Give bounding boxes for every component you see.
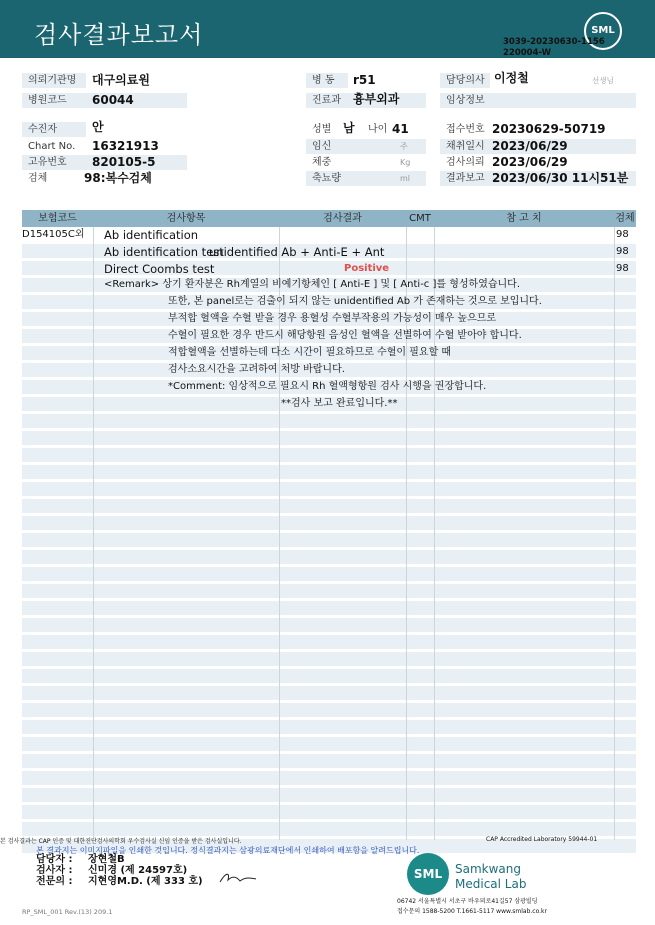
unique-no-label: 고유번호 — [22, 155, 187, 170]
row-test-result: unidentified Ab + Anti-E + Ant — [209, 245, 385, 259]
staff-name-manager: 장현철B — [88, 854, 125, 865]
table-row-band — [22, 499, 636, 513]
doctor: 이정철 — [494, 71, 529, 85]
sex: 남 — [343, 121, 355, 135]
header-reference: 참 고 치 — [506, 213, 542, 224]
specimen-label: 검체 — [28, 173, 48, 184]
doctor-suffix: 선생님 — [592, 76, 614, 85]
remark-line: 적합혈액을 선별하는데 다소 시간이 필요하므로 수혈이 필요할 때 — [168, 347, 452, 358]
column-divider — [614, 227, 615, 840]
document-code: RP_SML_001 Rev.(13) 209.1 — [22, 908, 113, 916]
table-row-band — [22, 516, 636, 530]
table-row-band — [22, 703, 636, 717]
lab-address: 06742 서울특별시 서초구 바우뫼로41길57 삼광빌딩 — [397, 898, 538, 905]
staff-role-manager: 담당자 : — [36, 854, 73, 865]
hospital-code: 60044 — [92, 93, 134, 107]
header-insurance-code: 보험코드 — [38, 213, 77, 224]
table-row-band — [22, 737, 636, 751]
header-test-result: 검사결과 — [323, 213, 362, 224]
remark-line: 검사소요시간을 고려하여 처방 바랍니다. — [168, 364, 345, 375]
patient-name: 안 — [92, 120, 104, 134]
table-row-band — [22, 431, 636, 445]
table-row-band — [22, 771, 636, 785]
receipt-no-label: 접수번호 — [446, 124, 485, 135]
row-specimen: 98 — [616, 263, 629, 274]
table-row-band — [22, 754, 636, 768]
chart-no: 16321913 — [92, 139, 159, 153]
table-row-band — [22, 720, 636, 734]
sml-lab-logo-icon: SML — [407, 853, 449, 895]
remark-line: <Remark> 상기 환자분은 Rh계열의 비예기항체인 [ Anti-E ] 및 [ Anti-c ]를 형성하였습니다. — [104, 279, 521, 290]
table-row-band — [22, 652, 636, 666]
reported-date: 2023/06/30 11시51분 — [492, 171, 629, 185]
lab-name-line1: Samkwang — [455, 862, 521, 876]
print-notice: 본 결과지는 이미지파일을 인쇄한 것입니다. 정식결과지는 삼광의료재단에서 인쇄하여 배포함을 알려드립니다. — [36, 846, 420, 855]
ward: r51 — [353, 73, 376, 87]
table-row-band — [22, 601, 636, 615]
staff-role-tester: 검사자 : — [36, 865, 73, 876]
table-row-band — [22, 686, 636, 700]
row-specimen: 98 — [616, 229, 629, 240]
row-test-result-positive: Positive — [344, 263, 390, 274]
table-row-band — [22, 788, 636, 802]
requesting-org: 대구의료원 — [92, 73, 150, 87]
lab-contact: 접수문의 1588-5200 T.1661-5117 www.smlab.co.kr — [397, 908, 547, 915]
weight-unit: Kg — [400, 158, 411, 167]
clinical-info-label: 임상정보 — [440, 93, 636, 108]
document-id-line1: 3039-20230630-1156 — [503, 37, 605, 47]
row-specimen: 98 — [616, 246, 629, 257]
row-insurance-code: D154105C외 — [22, 229, 85, 240]
row-test-item: Ab identification test — [104, 245, 224, 259]
document-id — [503, 37, 648, 61]
remark-line: *Comment: 임상적으로 필요시 Rh 혈액형항원 검사 시행을 권장합니다. — [168, 381, 487, 392]
cap-accreditation: CAP Accredited Laboratory 59944-01 — [486, 836, 598, 843]
reported-label: 결과보고 — [440, 171, 636, 186]
report-complete-line: **검사 보고 완료입니다.** — [281, 398, 398, 409]
table-row-band — [22, 822, 636, 836]
header-test-item: 검사항목 — [166, 213, 206, 224]
table-row-band — [22, 584, 636, 598]
table-row-band — [22, 618, 636, 632]
accreditation-notice: 본 검사결과는 CAP 인증 및 대한진단검사의학회 우수검사실 신임 인증을 받은 검사실입니다. — [0, 838, 242, 845]
requested-label: 검사의뢰 — [446, 157, 485, 168]
table-row-band — [22, 465, 636, 479]
sml-logo-icon: SML — [584, 12, 622, 50]
table-row-band — [22, 567, 636, 581]
age: 41 — [392, 122, 409, 136]
pregnancy-label: 임신 — [306, 139, 426, 154]
pregnancy-unit: 주 — [400, 142, 408, 151]
lab-name-line2: Medical Lab — [455, 877, 527, 891]
department: 흉부외과 — [353, 92, 400, 106]
weight-label: 체중 — [312, 157, 332, 168]
hospital-code-label: 병원코드 — [22, 93, 187, 108]
urine-label: 축뇨량 — [306, 171, 426, 186]
requested-date: 2023/06/29 — [492, 155, 568, 169]
row-test-item: Ab identification — [104, 228, 199, 242]
remark-line: 또한, 본 panel로는 검출이 되지 않는 unidentified Ab 가 존재하는 것으로 보입니다. — [168, 296, 542, 307]
requesting-org-label: 의뢰기관명 — [22, 73, 86, 88]
receipt-no: 20230629-50719 — [492, 122, 606, 136]
collected-date: 2023/06/29 — [492, 139, 568, 153]
age-label: 나이 — [368, 124, 388, 135]
header-cmt: CMT — [409, 213, 431, 224]
patient-label: 수진자 — [22, 122, 86, 137]
staff-role-specialist: 전문의 : — [36, 876, 73, 887]
staff-name-specialist: 지현영M.D. (제 333 호) — [88, 876, 203, 887]
remark-line: 수혈이 필요한 경우 반드시 해당항원 음성인 혈액을 선별하여 수혈 받아야 합니다. — [168, 330, 522, 341]
report-title: 검사결과보고서 — [34, 21, 204, 49]
table-row-band — [22, 533, 636, 547]
table-row-band — [22, 805, 636, 819]
urine-unit: ml — [400, 174, 411, 183]
sex-label: 성별 — [312, 124, 332, 135]
remark-line: 부적합 혈액을 수혈 받을 경우 용혈성 수혈부작용의 가능성이 매우 높으므로 — [168, 313, 497, 324]
table-row-band — [22, 635, 636, 649]
collected-label: 채취일시 — [440, 139, 636, 154]
header-specimen: 검체 — [615, 213, 635, 224]
chart-no-label: Chart No. — [28, 141, 76, 152]
table-row-band — [22, 550, 636, 564]
document-id-line2: 220004-W — [503, 48, 552, 58]
staff-name-tester: 신미경 (제 24597호) — [88, 865, 188, 876]
table-row-band — [22, 669, 636, 683]
department-label: 진료과 — [306, 93, 426, 108]
table-row-band — [22, 482, 636, 496]
unique-no: 820105-5 — [92, 155, 156, 169]
signature-icon — [218, 870, 258, 886]
table-row-band — [22, 414, 636, 428]
ward-label: 병 동 — [306, 73, 348, 88]
specimen-value: 98:복수검체 — [84, 171, 152, 185]
column-divider — [93, 227, 94, 840]
doctor-label: 담당의사 — [440, 73, 490, 88]
table-row-band — [22, 448, 636, 462]
row-test-item: Direct Coombs test — [104, 262, 215, 276]
